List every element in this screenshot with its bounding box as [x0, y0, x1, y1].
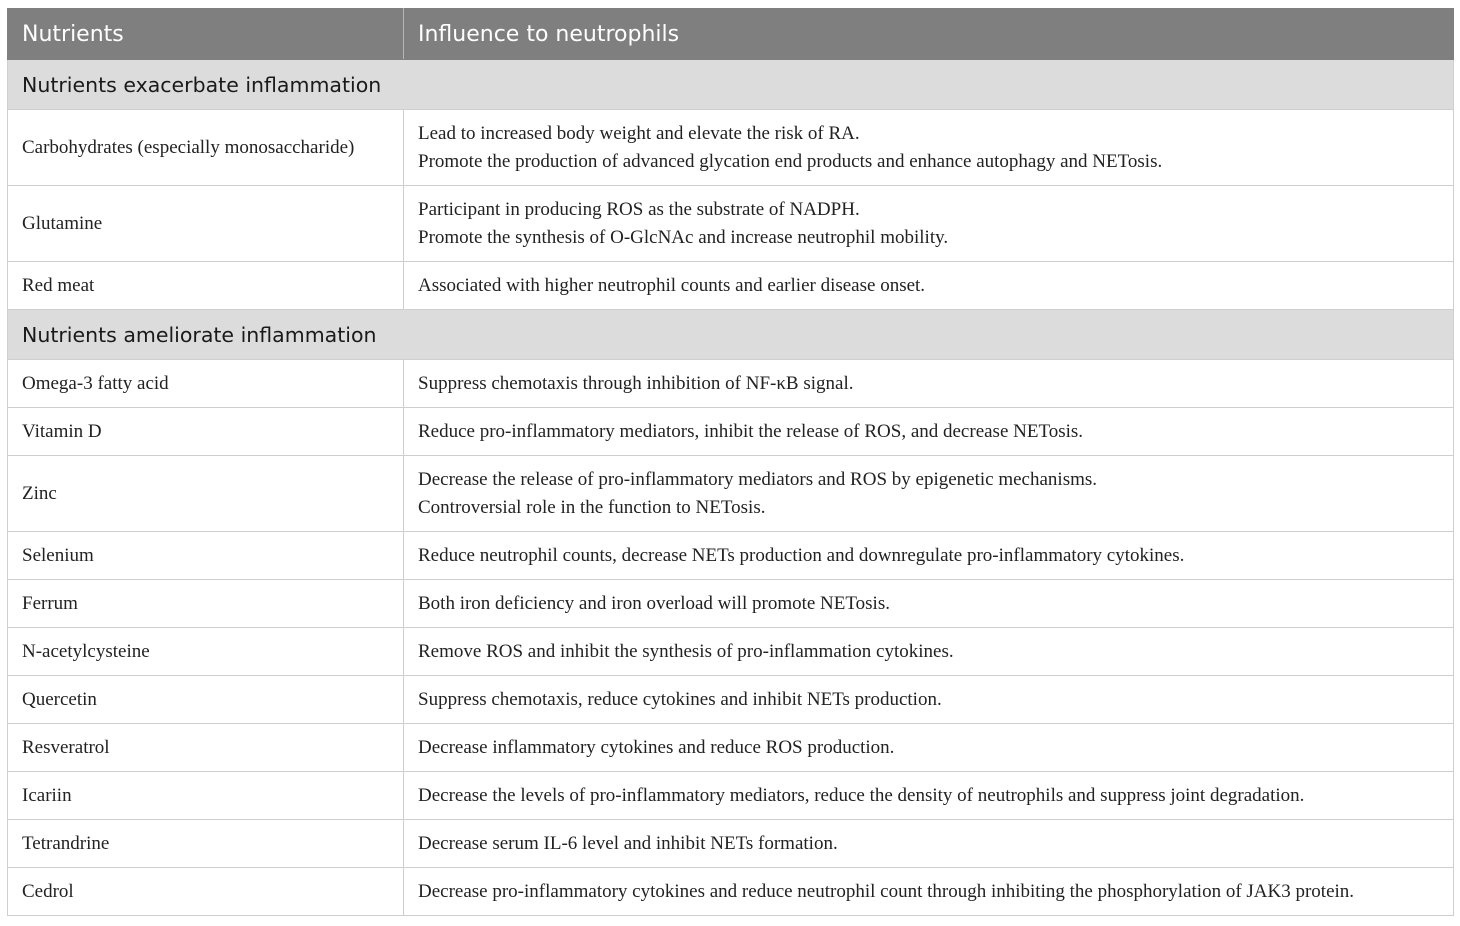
- influence-cell: [404, 186, 1454, 262]
- influence-line: Both iron deficiency and iron overload will promote NETosis.: [418, 592, 890, 614]
- influence-cell: [404, 456, 1454, 532]
- influence-line: Promote the synthesis of O-GlcNAc and increase neutrophil mobility.: [418, 226, 949, 248]
- influence-line: Suppress chemotaxis through inhibition of NF-κB signal.: [418, 372, 854, 394]
- table-row: [8, 724, 1454, 772]
- nutrient-cell: Tetrandrine: [8, 820, 404, 868]
- nutrient-cell: Omega-3 fatty acid: [8, 360, 404, 408]
- table-header: [8, 9, 1454, 60]
- table-row: [8, 532, 1454, 580]
- section-title: Nutrients exacerbate inflammation: [8, 60, 1454, 110]
- influence-line: Decrease pro-inflammatory cytokines and reduce neutrophil count through inhibiting the phosphorylation of JAK3 protein.: [418, 880, 1355, 902]
- table-row: [8, 110, 1454, 186]
- nutrient-cell: Quercetin: [8, 676, 404, 724]
- table-body: [8, 60, 1454, 916]
- table-row: [8, 262, 1454, 310]
- influence-cell: [404, 580, 1454, 628]
- table-row: [8, 820, 1454, 868]
- nutrient-cell: Cedrol: [8, 868, 404, 916]
- influence-line: Remove ROS and inhibit the synthesis of pro-inflammation cytokines.: [418, 640, 954, 662]
- nutrients-table: [7, 8, 1454, 916]
- section-row-ameliorate: [8, 310, 1454, 360]
- nutrient-cell: Vitamin D: [8, 408, 404, 456]
- table-row: [8, 628, 1454, 676]
- nutrients-table-container: [7, 8, 1453, 916]
- nutrient-cell: Ferrum: [8, 580, 404, 628]
- influence-cell: [404, 262, 1454, 310]
- influence-line: Reduce pro-inflammatory mediators, inhibit the release of ROS, and decrease NETosis.: [418, 420, 1084, 442]
- influence-line: Reduce neutrophil counts, decrease NETs production and downregulate pro-inflammatory cytokines.: [418, 544, 1185, 566]
- influence-line: Participant in producing ROS as the substrate of NADPH.: [418, 198, 860, 220]
- nutrient-cell: Zinc: [8, 456, 404, 532]
- influence-cell: [404, 868, 1454, 916]
- influence-cell: [404, 110, 1454, 186]
- nutrient-cell: Red meat: [8, 262, 404, 310]
- influence-cell: [404, 360, 1454, 408]
- influence-cell: [404, 772, 1454, 820]
- section-title: Nutrients ameliorate inflammation: [8, 310, 1454, 360]
- influence-cell: [404, 820, 1454, 868]
- table-row: [8, 868, 1454, 916]
- table-row: [8, 676, 1454, 724]
- table-row: [8, 408, 1454, 456]
- influence-line: Decrease the levels of pro-inflammatory mediators, reduce the density of neutrophils and suppress joint degradation.: [418, 784, 1305, 806]
- table-row: [8, 580, 1454, 628]
- influence-line: Promote the production of advanced glycation end products and enhance autophagy and NETosis.: [418, 150, 1163, 172]
- header-row: [8, 9, 1454, 60]
- nutrient-cell: Icariin: [8, 772, 404, 820]
- table-row: [8, 186, 1454, 262]
- influence-line: Suppress chemotaxis, reduce cytokines and inhibit NETs production.: [418, 688, 942, 710]
- header-influence: Influence to neutrophils: [404, 9, 1454, 60]
- influence-cell: [404, 532, 1454, 580]
- influence-line: Controversial role in the function to NETosis.: [418, 496, 766, 518]
- nutrient-cell: Glutamine: [8, 186, 404, 262]
- nutrient-cell: N-acetylcysteine: [8, 628, 404, 676]
- influence-cell: [404, 724, 1454, 772]
- influence-cell: [404, 676, 1454, 724]
- influence-cell: [404, 408, 1454, 456]
- nutrient-cell: Carbohydrates (especially monosaccharide): [8, 110, 404, 186]
- influence-line: Decrease the release of pro-inflammatory mediators and ROS by epigenetic mechanisms.: [418, 468, 1098, 490]
- table-row: [8, 456, 1454, 532]
- influence-line: Decrease serum IL-6 level and inhibit NETs formation.: [418, 832, 838, 854]
- influence-line: Lead to increased body weight and elevate the risk of RA.: [418, 122, 860, 144]
- influence-line: Associated with higher neutrophil counts and earlier disease onset.: [418, 274, 926, 296]
- nutrient-cell: Resveratrol: [8, 724, 404, 772]
- header-nutrients: Nutrients: [8, 9, 404, 60]
- nutrient-cell: Selenium: [8, 532, 404, 580]
- table-row: [8, 772, 1454, 820]
- table-row: [8, 360, 1454, 408]
- influence-line: Decrease inflammatory cytokines and reduce ROS production.: [418, 736, 895, 758]
- section-row-exacerbate: [8, 60, 1454, 110]
- influence-cell: [404, 628, 1454, 676]
